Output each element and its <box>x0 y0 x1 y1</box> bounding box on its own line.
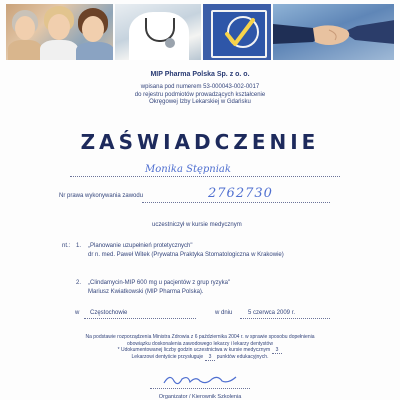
registration-line: Okręgowej Izby Lekarskiej w Gdańsku <box>149 99 251 105</box>
course-title: „Clindamycin-MIP 600 mg u pacjentów z grup ryzyka" <box>88 280 231 286</box>
doctor-photo <box>115 4 201 60</box>
courses-prefix: nt.: <box>62 243 71 249</box>
course-number: 1. <box>76 243 82 249</box>
legal-text <box>0 334 400 360</box>
registration-line: wpisana pod numerem 53-000043-002-0017 <box>140 84 260 90</box>
course-lecturer: Mariusz Kwiatkowski (MIP Pharma Polska). <box>88 289 204 295</box>
legal-line: Lekarzowi dentyście przysługuje 3 punktów edukacyjnych. <box>131 353 269 360</box>
signature-line <box>150 388 250 389</box>
document-title: ZAŚWIADCZENIE <box>80 130 320 154</box>
place-line <box>84 318 196 319</box>
legal-line: Na podstawie rozporządzenia Ministra Zdrowia z 6 października 2004 r. w sprawie sposobu dopełnienia <box>85 334 315 340</box>
registration-line: do rejestru podmiotów prowadzących kształcenie <box>134 91 266 98</box>
handshake-photo <box>273 4 394 60</box>
course-lecturer: dr n. med. Paweł Witek (Prywatna Praktyka Stomatologiczna w Krakowie) <box>88 252 284 258</box>
header-photo-banner <box>6 4 394 60</box>
date: 5 czerwca 2009 r. <box>248 310 296 316</box>
day-label: w dniu <box>215 310 233 316</box>
checkmark-logo <box>203 4 271 60</box>
place: Częstochowie <box>90 310 128 316</box>
recipient-name: Monika Stępniak <box>145 164 231 175</box>
people-photo <box>6 4 113 60</box>
signature-mark <box>160 373 240 387</box>
organizer-role: Organizator / Kierownik Szkolenia <box>158 394 242 400</box>
registration-block <box>0 84 400 107</box>
handshake-icon <box>273 4 394 60</box>
legal-line: * Udokumentowanej liczby godzin uczestnictwa w kursie medycznym 3 <box>0 347 400 354</box>
name-line <box>70 176 340 177</box>
points-value: 3 <box>205 354 216 361</box>
participation-text: uczestniczył w kursie medycznym <box>152 222 242 228</box>
date-line <box>240 318 330 319</box>
legal-line: obowiązku doskonalenia zawodowego lekarzy i lekarzy dentystów <box>127 340 273 347</box>
hours-value: 3 <box>272 347 283 354</box>
company-name: MIP Pharma Polska Sp. z o. o. <box>150 71 250 78</box>
place-prep: w <box>75 310 80 316</box>
course-number: 2. <box>76 280 82 286</box>
license-number: 2762730 <box>208 186 273 201</box>
license-line <box>142 202 330 203</box>
license-label: Nr prawa wykonywania zawodu <box>59 193 144 199</box>
check-icon <box>211 10 267 58</box>
course-title: „Planowanie uzupełnień protetycznych" <box>88 243 193 249</box>
